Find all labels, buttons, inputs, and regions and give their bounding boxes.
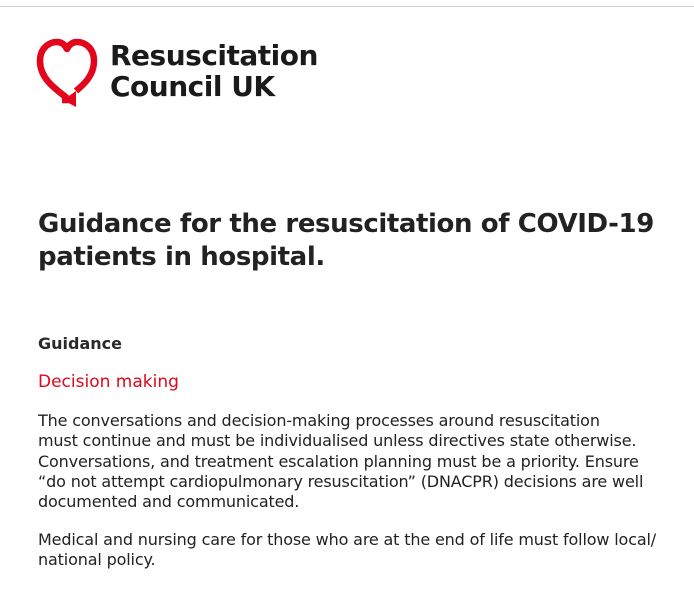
paragraph-line: national policy. [38,550,156,570]
paragraph-decision-making [38,411,690,512]
top-divider [0,6,694,7]
brand-name-line2: Council UK [110,70,275,103]
paragraph-line: must continue and must be individualised unless directives state otherwise. [38,431,637,451]
heart-speech-bubble-icon [36,38,98,112]
section-label: Guidance [38,334,122,353]
brand-name [110,40,318,102]
paragraph-line: Medical and nursing care for those who are at the end of life must follow local/ [38,530,657,549]
paragraph-line: documented and communicated. [38,492,300,512]
paragraph-line: Conversations, and treatment escalation planning must be a priority. Ensure [38,451,639,471]
paragraph-line: “do not attempt cardiopulmonary resuscitation” (DNACPR) decisions are well [38,471,644,491]
paragraph-line: The conversations and decision-making processes around resuscitation [38,411,600,430]
page-title-line2: patients in hospital. [38,242,325,272]
page-title [38,208,678,274]
page-title-line1: Guidance for the resuscitation of COVID-19 [38,209,654,239]
brand-name-line1: Resuscitation [110,39,318,72]
site-logo[interactable] [36,38,318,112]
subheading-decision-making: Decision making [38,372,179,392]
paragraph-end-of-life [38,530,690,571]
